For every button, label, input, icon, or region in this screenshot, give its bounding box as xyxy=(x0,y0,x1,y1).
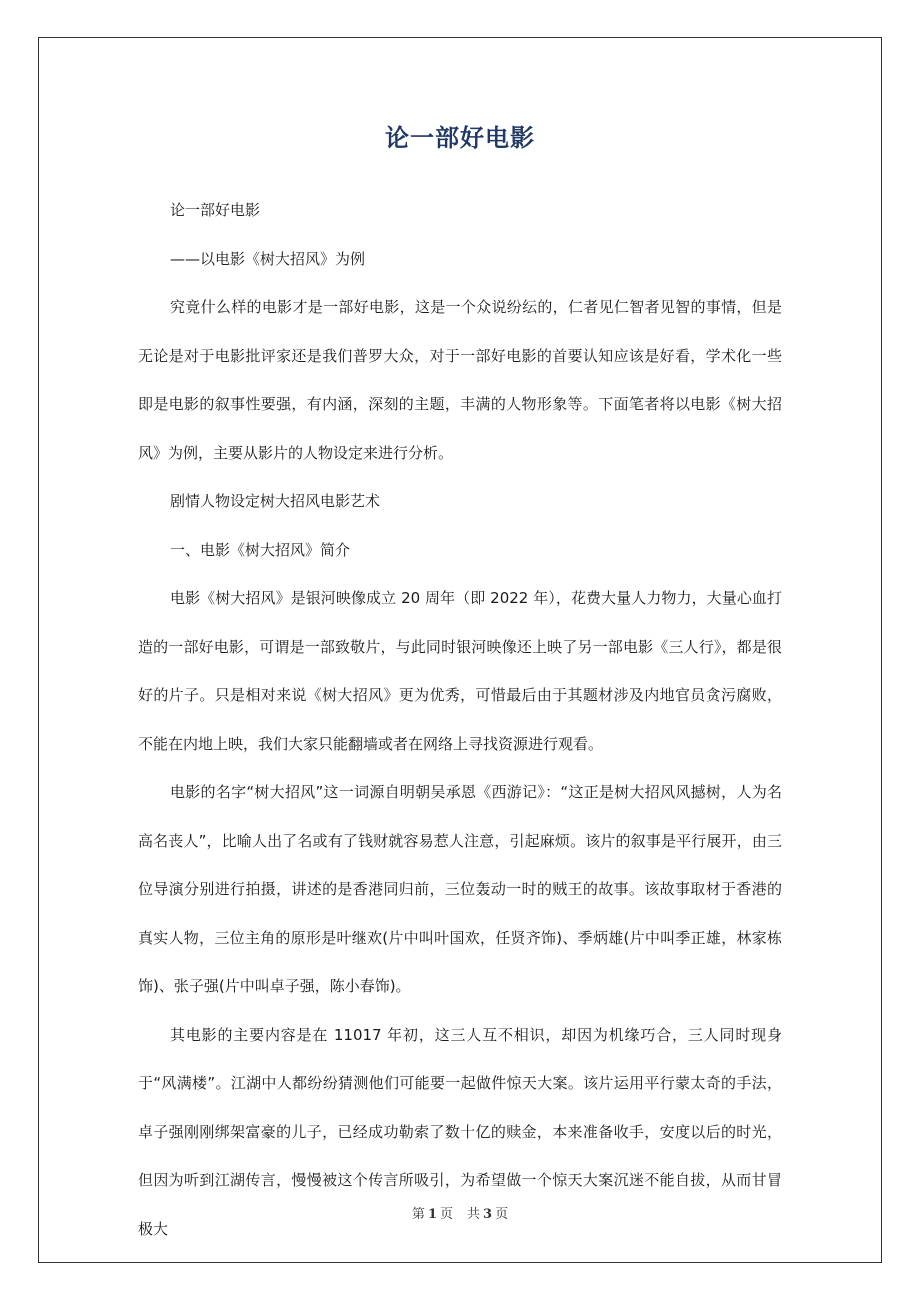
footer-total-prefix: 共 xyxy=(467,1207,481,1222)
section-heading: 一、电影《树大招风》简介 xyxy=(170,540,351,559)
footer-total-pages: 3 xyxy=(483,1207,493,1222)
paragraph-subtitle: 论一部好电影 xyxy=(170,201,261,219)
paragraph-subtitle-example: ——以电影《树大招风》为例 xyxy=(170,249,366,268)
footer-page-prefix: 第 xyxy=(411,1207,425,1222)
footer-page-number: 1 xyxy=(427,1207,437,1222)
document-title: 论一部好电影 xyxy=(385,124,535,152)
paragraph-keywords: 剧情人物设定树大招风电影艺术 xyxy=(170,492,381,510)
paragraph-film-title-origin: 电影的名字“树大招风”这一词源自明朝吴承恩《西游记》：“这正是树大招风风撼树，人为名高名丧人”，比喻人出了名或有了钱财就容易惹人注意，引起麻烦。该片的叙事是平行展开，由三位导演分别进行拍摄，讲述的是香港同归前，三位轰动一时的贼王的故事。该故事取材于香港的真实人物，三位主角的原形是叶继欢(片中叫叶国欢，任贤齐饰)、季炳雄(片中叫季正雄，林家栋饰)、张子强(片中叫卓子强，陈小春饰)。 xyxy=(138,783,782,995)
footer-total-suffix: 页 xyxy=(495,1207,509,1222)
paragraph-plot: 其电影的主要内容是在 11017 年初，这三人互不相识，却因为机缘巧合，三人同时现身于“风满楼”。江湖中人都纷纷猜测他们可能要一起做件惊天大案。该片运用平行蒙太奇的手法，卓子强刚刚绑架富豪的儿子，已经成功勒索了数十亿的赎金，本来准备收手，安度以后的时光，但因为听到江湖传言，慢慢被这个传言所吸引，为希望做一个惊天大案沉迷不能自拔，从而甘冒极大 xyxy=(138,1025,782,1238)
document-body xyxy=(138,186,782,1253)
page-footer xyxy=(0,1203,920,1222)
paragraph-intro: 究竟什么样的电影才是一部好电影，这是一个众说纷纭的，仁者见仁智者见智的事情，但是无论是对于电影批评家还是我们普罗大众，对于一部好电影的首要认知应该是好看，学术化一些即是电影的叙事性要强，有内涵，深刻的主题，丰满的人物形象等。下面笔者将以电影《树大招风》为例，主要从影片的人物设定来进行分析。 xyxy=(138,298,782,462)
paragraph-film-summary: 电影《树大招风》是银河映像成立 20 周年（即 2022 年），花费大量人力物力，大量心血打造的一部好电影，可谓是一部致敬片，与此同时银河映像还上映了另一部电影《三人行》，都是很好的片子。只是相对来说《树大招风》更为优秀，可惜最后由于其题材涉及内地官员贪污腐败，不能在内地上映，我们大家只能翻墙或者在网络上寻找资源进行观看。 xyxy=(138,589,782,753)
footer-page-suffix: 页 xyxy=(439,1207,453,1222)
